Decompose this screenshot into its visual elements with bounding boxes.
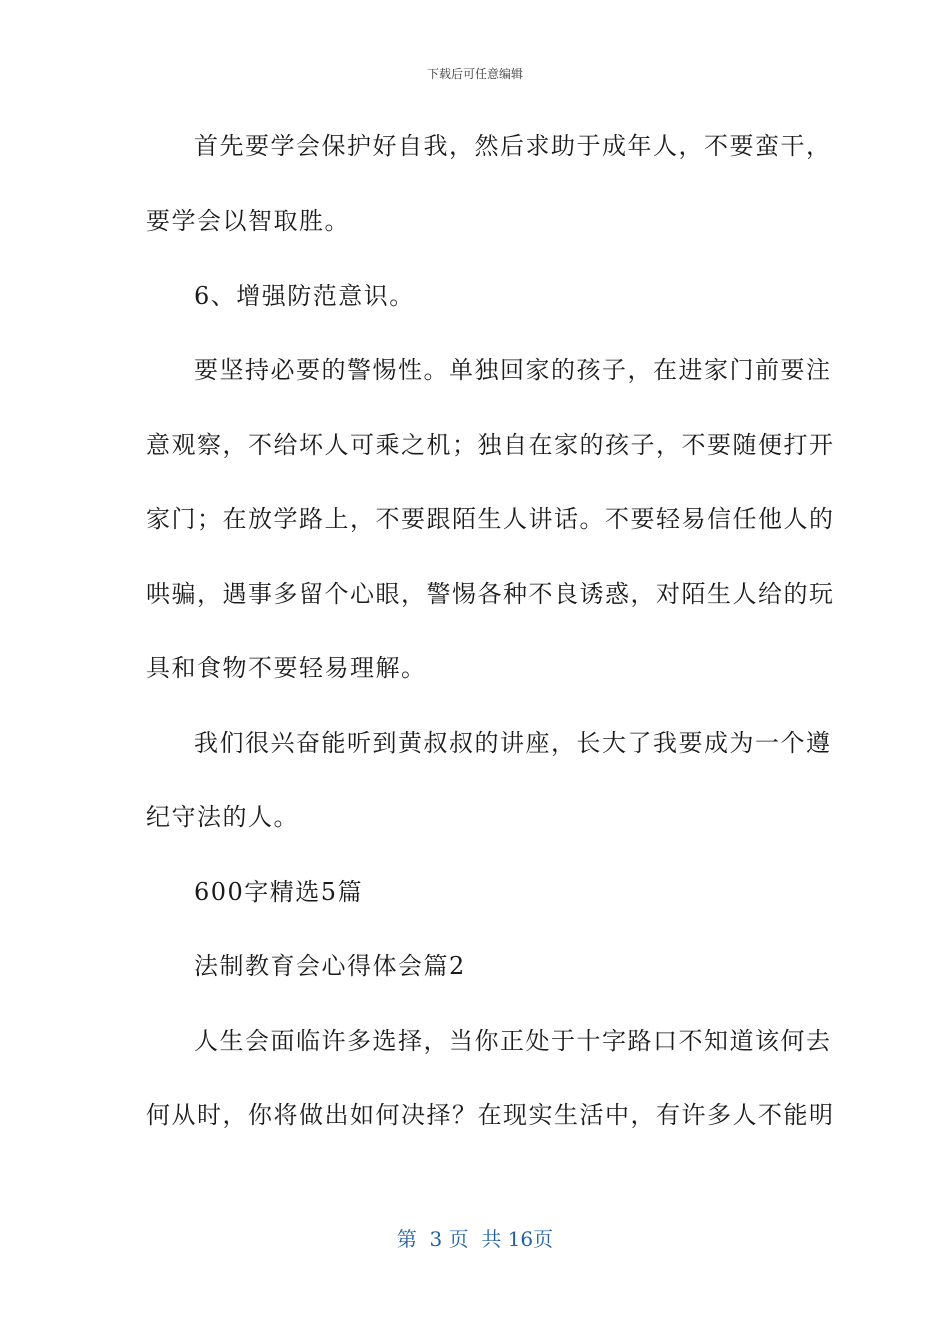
text-line: 我们很兴奋能听到黄叔叔的讲座，长大了我要成为一个遵	[194, 729, 832, 757]
section-title: 600字精选5篇	[194, 878, 364, 906]
text-line: 哄骗，遇事多留个心眼，警惕各种不良诱惑，对陌生人给的玩	[146, 580, 835, 608]
text-line: 人生会面临许多选择，当你正处于十字路口不知道该何去	[194, 1027, 832, 1055]
text-line: 家门；在放学路上，不要跟陌生人讲话。不要轻易信任他人的	[146, 505, 835, 533]
section-title: 法制教育会心得体会篇2	[194, 952, 466, 980]
text-line: 要学会以智取胜。	[146, 207, 350, 235]
text-line: 意观察，不给坏人可乘之机；独自在家的孩子，不要随便打开	[146, 431, 835, 459]
page-header: 下载后可任意编辑	[426, 67, 523, 81]
text-line: 何从时，你将做出如何决择？在现实生活中，有许多人不能明	[146, 1101, 835, 1129]
text-line: 纪守法的人。	[146, 803, 299, 831]
text-line: 具和食物不要轻易理解。	[146, 654, 427, 682]
text-line: 6、增强防范意识。	[194, 282, 415, 310]
text-line: 要坚持必要的警惕性。单独回家的孩子，在进家门前要注	[194, 356, 832, 384]
page-number: 第 3 页 共 16页	[396, 1227, 554, 1251]
text-line: 首先要学会保护好自我，然后求助于成年人，不要蛮干，	[194, 132, 832, 160]
